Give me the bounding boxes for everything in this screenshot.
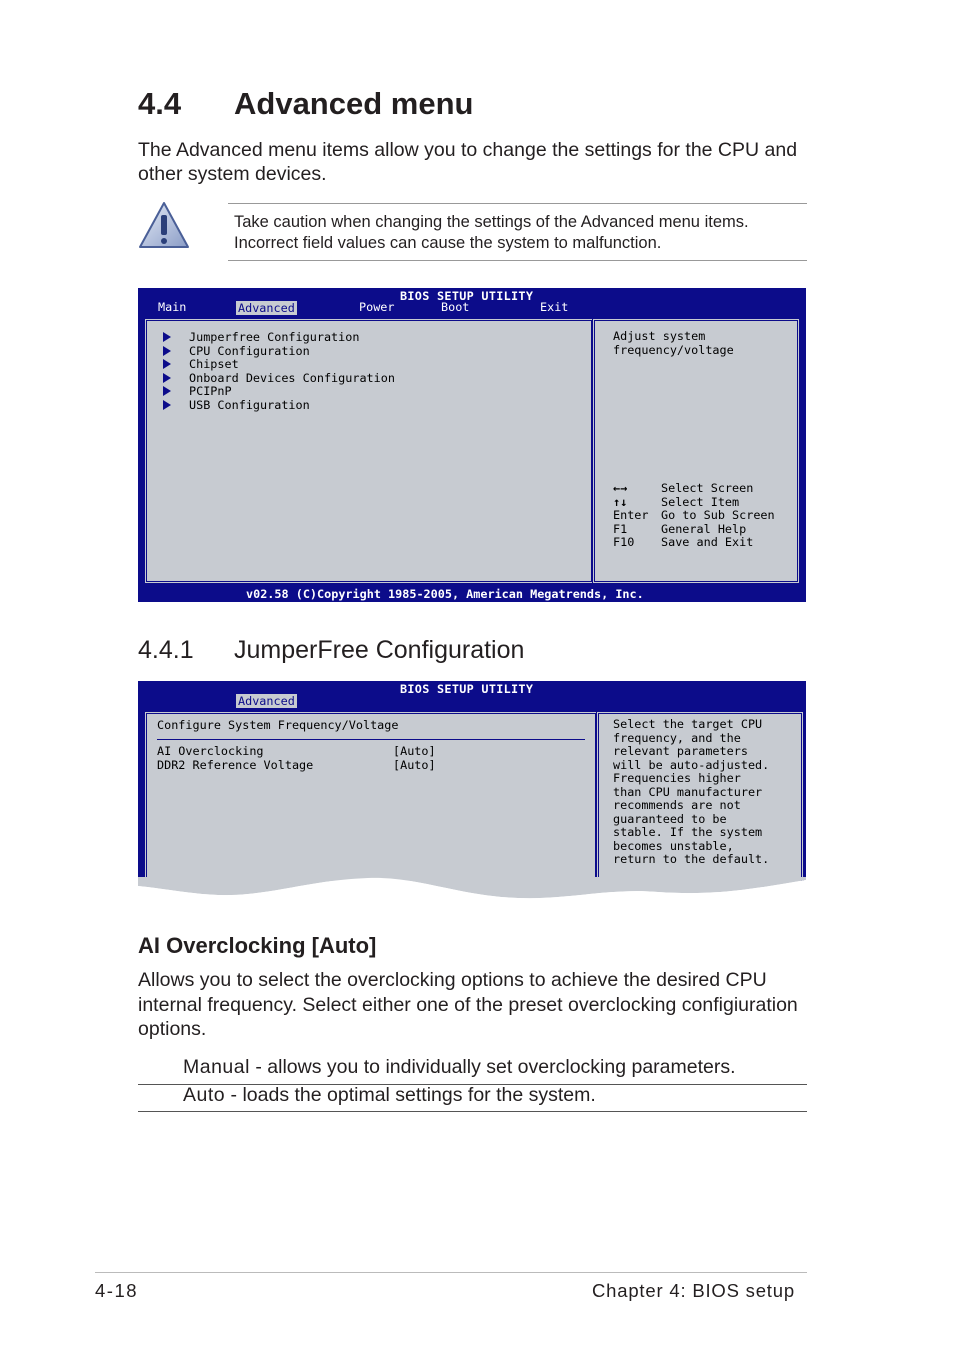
subsection-heading xyxy=(138,636,524,665)
key-row: ↑↓ Select Item xyxy=(613,494,740,509)
key-row: F1 General Help xyxy=(613,521,747,536)
subsection-title: JumperFree Configuration xyxy=(234,636,525,664)
key-row: ←→ Select Screen xyxy=(613,481,754,495)
help-text: Adjust system frequency/voltage xyxy=(613,329,734,357)
setting-ai-overclocking[interactable]: AI Overclocking [Auto] xyxy=(157,744,436,758)
tab-exit[interactable]: Exit xyxy=(540,300,569,314)
menu-item[interactable]: Chipset xyxy=(163,358,395,372)
tab-main[interactable]: Main xyxy=(158,300,187,314)
bios-help-panel xyxy=(592,318,800,584)
bios-title: BIOS SETUP UTILITY xyxy=(400,289,534,303)
submenu-arrow-icon xyxy=(163,332,171,342)
panel-heading: Configure System Frequency/Voltage xyxy=(157,718,399,732)
bios-copyright: v02.58 (C)Copyright 1985-2005, American Megatrends, Inc. xyxy=(246,587,644,601)
tab-boot[interactable]: Boot xyxy=(441,300,470,314)
option-name: Manual xyxy=(183,1056,250,1078)
menu-item[interactable]: USB Configuration xyxy=(163,399,395,413)
help-text: Select the target CPU frequency, and the relevant parameters will be auto-adjusted. Frequencies higher than CPU manufacturer recommends are not guaranteed to be stable. If the system becomes unstable, return to the default. xyxy=(613,717,770,866)
option-desc: - loads the optimal settings for the system. xyxy=(225,1084,596,1106)
option-divider xyxy=(138,1111,807,1112)
bios-title: BIOS SETUP UTILITY xyxy=(400,682,534,696)
key-row: Enter Go to Sub Screen xyxy=(613,508,775,522)
page-number: 4-18 xyxy=(95,1280,139,1301)
submenu-arrow-icon xyxy=(163,400,171,410)
tab-power[interactable]: Power xyxy=(359,300,395,314)
menu-item[interactable]: Onboard Devices Configuration xyxy=(163,372,395,386)
option-manual xyxy=(183,1056,736,1079)
bios-help-panel xyxy=(596,711,804,881)
section-number: 4.4 xyxy=(138,86,182,121)
chapter-label: Chapter 4: BIOS setup xyxy=(592,1280,795,1301)
submenu-arrow-icon xyxy=(163,359,171,369)
menu-item[interactable]: CPU Configuration xyxy=(163,345,395,359)
submenu-arrow-icon xyxy=(163,346,171,356)
option-desc: - allows you to individually set overclocking parameters. xyxy=(249,1056,736,1078)
submenu-arrow-icon xyxy=(163,373,171,383)
torn-edge xyxy=(138,870,806,902)
heading-divider xyxy=(157,739,585,740)
key-row: F10 Save and Exit xyxy=(613,535,754,549)
option-name: Auto xyxy=(183,1084,226,1106)
section-title: Advanced menu xyxy=(234,86,474,121)
menu-item[interactable]: Jumperfree Configuration xyxy=(163,331,395,345)
key-legend xyxy=(613,482,775,550)
settings-list xyxy=(157,745,436,772)
menu-item-list xyxy=(163,331,395,412)
tab-advanced[interactable]: Advanced xyxy=(235,693,298,709)
submenu-arrow-icon xyxy=(163,386,171,396)
section-heading xyxy=(138,86,473,122)
tab-advanced[interactable]: Advanced xyxy=(235,300,298,316)
ai-overclocking-heading: AI Overclocking [Auto] xyxy=(138,933,377,958)
footer-rule xyxy=(95,1272,807,1273)
intro-paragraph: The Advanced menu items allow you to change the settings for the CPU and other system devices. xyxy=(138,139,798,185)
option-auto xyxy=(183,1084,596,1107)
caution-text: Take caution when changing the settings of the Advanced menu items. Incorrect field values can cause the system to malfunction. xyxy=(234,213,749,252)
bios-screen-jumperfree xyxy=(138,681,806,877)
bios-menu-panel xyxy=(144,318,594,584)
up-down-arrows-icon: ↑↓ xyxy=(613,494,628,509)
left-right-arrows-icon: ←→ xyxy=(613,481,628,495)
menu-item[interactable]: PCIPnP xyxy=(163,385,395,399)
setting-ddr2-reference-voltage[interactable]: DDR2 Reference Voltage [Auto] xyxy=(157,757,436,772)
subsection-number: 4.4.1 xyxy=(138,636,194,664)
caution-icon xyxy=(138,200,190,250)
bios-screen-advanced xyxy=(138,288,806,602)
bios-settings-panel xyxy=(144,711,598,881)
ai-overclocking-description: Allows you to select the overclocking options to achieve the desired CPU internal frequency. Select either one of the preset overclocking configiuration options. xyxy=(138,969,798,1040)
